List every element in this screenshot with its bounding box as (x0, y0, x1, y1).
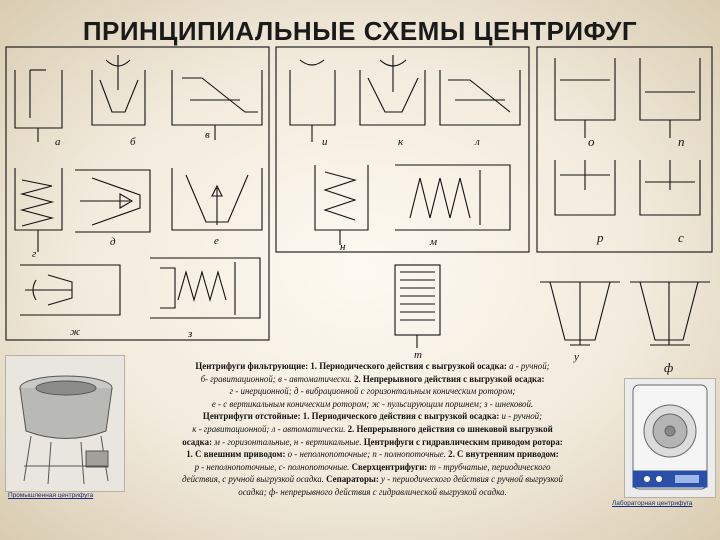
laboratory-centrifuge-caption: Лабораторная центрифуга (612, 500, 693, 507)
scheme-e (172, 168, 262, 247)
label-g: г (32, 248, 37, 260)
scheme-r (555, 160, 615, 245)
page-title: ПРИНЦИПИАЛЬНЫЕ СХЕМЫ ЦЕНТРИФУГ (82, 16, 638, 46)
desc-line5-bold: Центрифуги отстойные: 1. Периодического действия с выгрузкой осадка: (202, 411, 502, 422)
desc-line7-bold2: Центрифуги с гидравлическим приводом ротора: (363, 436, 563, 447)
filtering-group-frame (6, 47, 269, 340)
label-d: д (110, 236, 116, 248)
desc-line10-bold: Сепараторы: (326, 474, 381, 485)
laboratory-centrifuge-photo (624, 378, 716, 498)
desc-line3-ital: г - инерционной; д - вибрационной с горизонтальным коническим ротором; (229, 386, 516, 397)
scheme-zh (20, 265, 120, 338)
classification-description (125, 360, 620, 499)
scheme-l (440, 70, 520, 148)
industrial-centrifuge-caption: Промышленная центрифуга (8, 492, 94, 499)
scheme-m (395, 165, 510, 248)
label-k: к (398, 136, 404, 148)
scheme-z (150, 258, 260, 340)
desc-line9-bold: Сверхцентрифуги: (351, 461, 430, 472)
desc-line7-bold: осадка: (182, 436, 215, 447)
label-z: з (188, 328, 193, 340)
desc-line10-ital2: у - периодического действия с ручной выгрузкой (381, 474, 563, 485)
label-b: б (130, 136, 136, 148)
label-e: е (214, 235, 219, 247)
desc-line1-bold: Центрифуги фильтрующие: 1. Периодического действия с выгрузкой осадка: (195, 361, 510, 371)
desc-line1-ital: а - ручной; (509, 361, 550, 371)
scheme-b (92, 55, 145, 148)
desc-line6-bold: 2. Непрерывного действия со шнековой выгрузкой (347, 423, 553, 434)
industrial-centrifuge-photo (5, 355, 125, 492)
desc-line8-ital: о - неполнопоточные; п - полнопоточные. (287, 449, 449, 460)
desc-line9-ital2: т - трубчатые, периодического (429, 461, 551, 472)
label-f: ф (664, 360, 674, 375)
scheme-i (290, 60, 335, 148)
settling-group-frame (276, 47, 529, 252)
desc-line5-ital: и - ручной; (501, 411, 543, 422)
label-zh: ж (70, 326, 81, 338)
scheme-n (315, 165, 368, 253)
scheme-g (15, 168, 62, 260)
label-r: р (597, 230, 604, 245)
label-t: т (414, 349, 422, 361)
label-a: а (55, 136, 61, 148)
label-v: в (205, 129, 210, 141)
label-l: л (475, 136, 480, 148)
scheme-u (540, 282, 620, 363)
label-s: с (678, 230, 684, 245)
scheme-s (640, 160, 700, 245)
scheme-o (555, 58, 615, 149)
desc-line10-ital: действия, с ручной выгрузкой осадка. (182, 474, 327, 485)
label-m: м (430, 236, 438, 248)
scheme-f (630, 282, 710, 375)
hydraulic-group-frame (537, 47, 712, 252)
desc-line9-ital: р - неполнопоточные, с- полнопоточные. (194, 461, 352, 472)
scheme-p (640, 58, 700, 149)
scheme-d (75, 170, 150, 248)
label-p: п (678, 134, 685, 149)
desc-line2-bold: 2. Непрерывного действия с выгрузкой осадка: (353, 373, 545, 384)
label-n: н (340, 241, 346, 253)
scheme-t (395, 265, 440, 361)
label-o: о (588, 134, 595, 149)
scheme-v (172, 70, 262, 141)
desc-line7-ital: м - горизонтальные, н - вертикальные. (214, 436, 364, 447)
label-u: у (574, 351, 579, 363)
desc-line11-ital: осадка; ф- непрерывного действия с гидравлической выгрузкой осадка. (238, 486, 507, 497)
scheme-a (15, 70, 62, 148)
scheme-k (360, 55, 425, 148)
desc-line8-bold2: 2. С внутренним приводом: (448, 449, 559, 460)
desc-line2-ital: б- гравитационной; в - автоматически. (200, 373, 354, 384)
desc-line8-bold: 1. С внешним приводом: (186, 449, 288, 460)
label-i: и (322, 136, 328, 148)
desc-line4-ital: е - с вертикальным коническим ротором; ж - пульсирующим поршнем; з - шнековой. (211, 398, 534, 409)
desc-line6-ital: к - гравитационной; л - автоматически. (192, 423, 348, 434)
